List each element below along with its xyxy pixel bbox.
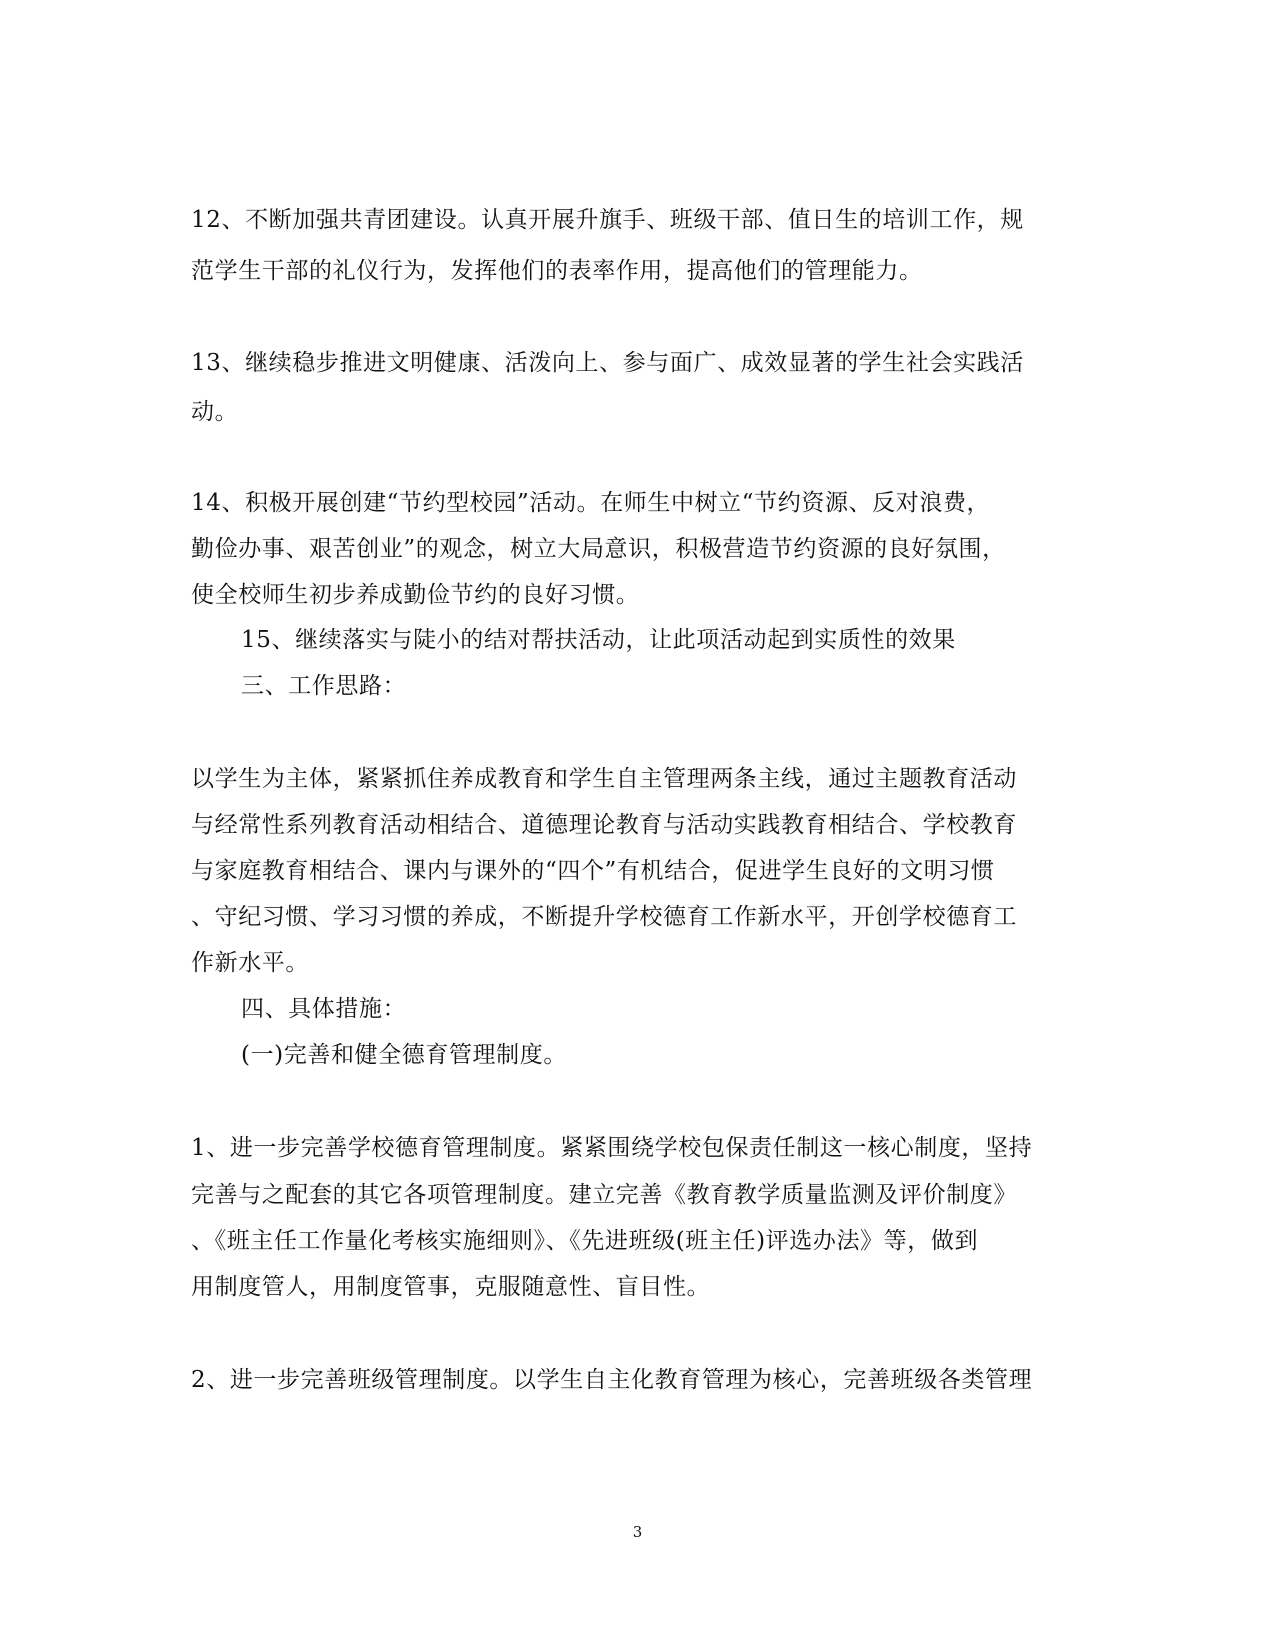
- work-approach-line-2: 与经常性系列教育活动相结合、道德理论教育与活动实践教育相结合、学校教育: [191, 812, 1017, 838]
- work-approach-line-3: 与家庭教育相结合、课内与课外的“四个”有机结合，促进学生良好的文明习惯: [191, 858, 995, 884]
- paragraph-14-line-2: 勤俭办事、艰苦创业”的观念，树立大局意识，积极营造节约资源的良好氛围，: [191, 536, 1006, 562]
- paragraph-13-line-1: 13、继续稳步推进文明健康、活泼向上、参与面广、成效显著的学生社会实践活: [191, 350, 1024, 376]
- subheading-one: (一)完善和健全德育管理制度。: [241, 1042, 567, 1068]
- page-number: 3: [632, 1523, 643, 1541]
- item-1-line-3: 、《班主任工作量化考核实施细则》、《先进班级(班主任)评选办法》等，做到: [191, 1228, 979, 1254]
- item-1-line-4: 用制度管人，用制度管事，克服随意性、盲目性。: [191, 1274, 711, 1300]
- paragraph-13-line-2: 动。: [191, 399, 239, 425]
- section-heading-specific-measures: 四、具体措施：: [241, 996, 407, 1022]
- work-approach-line-4: 、守纪习惯、学习习惯的养成，不断提升学校德育工作新水平，开创学校德育工: [191, 904, 1017, 930]
- item-1-line-2: 完善与之配套的其它各项管理制度。建立完善《教育教学质量监测及评价制度》: [191, 1182, 1017, 1208]
- paragraph-14-line-1: 14、积极开展创建“节约型校园”活动。在师生中树立“节约资源、反对浪费，: [191, 490, 991, 516]
- work-approach-line-5: 作新水平。: [191, 950, 309, 976]
- section-heading-work-approach: 三、工作思路：: [241, 673, 407, 699]
- paragraph-14-line-3: 使全校师生初步养成勤俭节约的良好习惯。: [191, 582, 640, 608]
- work-approach-line-1: 以学生为主体，紧紧抓住养成教育和学生自主管理两条主线，通过主题教育活动: [191, 766, 1017, 792]
- paragraph-12-line-1: 12、不断加强共青团建设。认真开展升旗手、班级干部、值日生的培训工作，规: [191, 207, 1024, 233]
- paragraph-12-line-2: 范学生干部的礼仪行为，发挥他们的表率作用，提高他们的管理能力。: [191, 258, 923, 284]
- paragraph-15-line-1: 15、继续落实与陡小的结对帮扶活动，让此项活动起到实质性的效果: [241, 627, 956, 653]
- item-2-line-1: 2、进一步完善班级管理制度。以学生自主化教育管理为核心，完善班级各类管理: [191, 1367, 1033, 1393]
- item-1-line-1: 1、进一步完善学校德育管理制度。紧紧围绕学校包保责任制这一核心制度，坚持: [191, 1135, 1033, 1161]
